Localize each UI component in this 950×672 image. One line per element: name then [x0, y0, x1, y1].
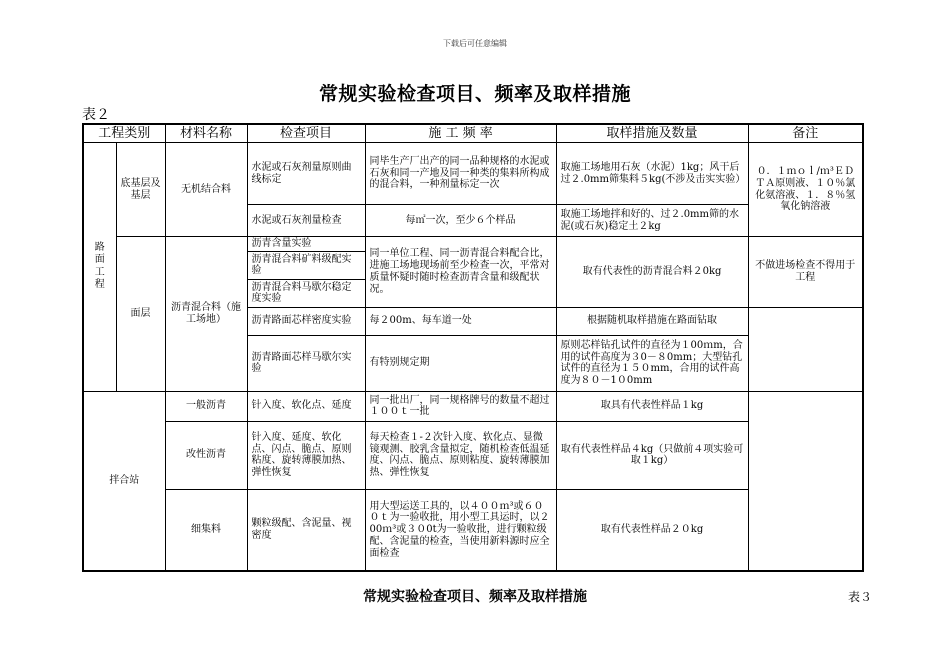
item-cell: 颗粒级配、含泥量、视密度 — [247, 489, 365, 571]
col-header-item: 检查项目 — [247, 124, 365, 143]
footer-title: 常规实验检查项目、频率及取样措施 — [363, 589, 587, 605]
table-label: 表２ — [82, 107, 110, 123]
frequency-cell: 有特别规定期 — [365, 335, 556, 391]
sampling-cell: 取有代表性的沥青混合料２0kg — [556, 237, 748, 308]
item-cell: 沥青路面芯样马歇尔实验 — [247, 335, 365, 391]
footer-table-label: 表３ — [847, 590, 872, 604]
frequency-cell: 每２00m、每车道一处 — [365, 307, 556, 335]
sampling-cell: 取施工场地用石灰（水泥）1kg；风干后过２.0mm筛集料５kg(不涉及击实实验） — [556, 143, 748, 205]
note-cell: ０．１ｍｏｌ/ｍ³ＥＤＴＡ原则液、１０％氯化氨溶液、１．８％氢氧化钠溶液 — [748, 143, 863, 237]
item-cell: 针入度、软化点、延度 — [247, 391, 365, 421]
note-cell-empty — [748, 391, 863, 571]
material-cell: 无机结合料 — [165, 143, 247, 237]
table-row — [83, 489, 863, 571]
sampling-cell: 取有代表性样品４kg（只做前４项实验可取１kg） — [556, 421, 748, 489]
subcategory-base: 底基层及基层 — [116, 143, 165, 237]
material-cell: 改性沥青 — [165, 421, 247, 489]
inspection-table — [82, 123, 864, 572]
table-row — [83, 237, 863, 252]
category-plant: 拌合站 — [83, 391, 165, 571]
item-cell: 水泥或石灰剂量检查 — [247, 205, 365, 237]
note-cell-empty — [748, 307, 863, 391]
item-cell: 针入度、延度、软化点、闪点、脆点、原则粘度、旋转薄膜加热、弹性恢复 — [247, 421, 365, 489]
category-road: 路面工程 — [83, 143, 116, 392]
header-row — [83, 124, 863, 143]
col-header-note: 备注 — [748, 124, 863, 143]
col-header-sampling: 取样措施及数量 — [556, 124, 748, 143]
frequency-cell: 同毕生产厂出产的同一品种规格的水泥或石灰和同一产地及同一种类的集料所构成的混合料，一种剂量标定一次 — [365, 143, 556, 205]
col-header-frequency: 施 工 频 率 — [365, 124, 556, 143]
frequency-cell: 同一批出厂，同一规格牌号的数量不超过１００ｔ一批 — [365, 391, 556, 421]
sampling-cell: 原则芯样钻孔试件的直径为１00ｍm，合用的试件高度为３0－８0mm；大型钻孔试件的直径为１５０mm，合用的试件高度为８０－1０0mm — [556, 335, 748, 391]
material-cell: 沥青混合料（施工场地） — [165, 237, 247, 392]
sampling-cell: 根据随机取样措施在路面钻取 — [556, 307, 748, 335]
col-header-category: 工程类别 — [83, 124, 165, 143]
material-cell: 细集料 — [165, 489, 247, 571]
frequency-cell: 用大型运送工具的，以４００ｍ³或６００ｔ为一验收批，用小型工具运时，以２00ｍ³或３０0t为一验收批，进行颗粒级配、含泥量的检查，当使用新料源时应全面检查 — [365, 489, 556, 571]
note-cell: 不做进场检查不得用于工程 — [748, 237, 863, 308]
item-cell: 沥青含量实验 — [247, 237, 365, 252]
frequency-cell: 每天检查１-２次针入度、软化点、显微镜观测、胶乳含量拟定，随机检查低温延度、闪点、脆点、原则粘度、旋转薄膜加热、弹性恢复 — [365, 421, 556, 489]
item-cell: 水泥或石灰剂量原则曲线标定 — [247, 143, 365, 205]
page-title: 常规实验检查项目、频率及取样措施 — [318, 83, 631, 105]
table-row — [83, 143, 863, 205]
table-row — [83, 391, 863, 421]
item-cell: 沥青混合料马歇尔稳定度实验 — [247, 279, 365, 307]
frequency-cell: 同一单位工程、同一沥青混合料配合比，进施工场地现场前至少检查一次，平常对质量怀疑时随时检查沥青含量和级配状况。 — [365, 237, 556, 308]
sampling-cell: 取有代表性样品２０kg — [556, 489, 748, 571]
col-header-material: 材料名称 — [165, 124, 247, 143]
material-cell: 一般沥青 — [165, 391, 247, 421]
subcategory-surface: 面层 — [116, 237, 165, 392]
item-cell: 沥青混合料矿料级配实验 — [247, 251, 365, 279]
item-cell: 沥青路面芯样密度实验 — [247, 307, 365, 335]
header-note: 下载后可任意编辑 — [443, 39, 507, 48]
sampling-cell: 取施工场地拌和好的、过２.0mm筛的水泥(或石灰)稳定土２kg — [556, 205, 748, 237]
table-row — [83, 421, 863, 489]
frequency-cell: 每㎡一次，至少６个样品 — [365, 205, 556, 237]
sampling-cell: 取具有代表性样品１kg — [556, 391, 748, 421]
